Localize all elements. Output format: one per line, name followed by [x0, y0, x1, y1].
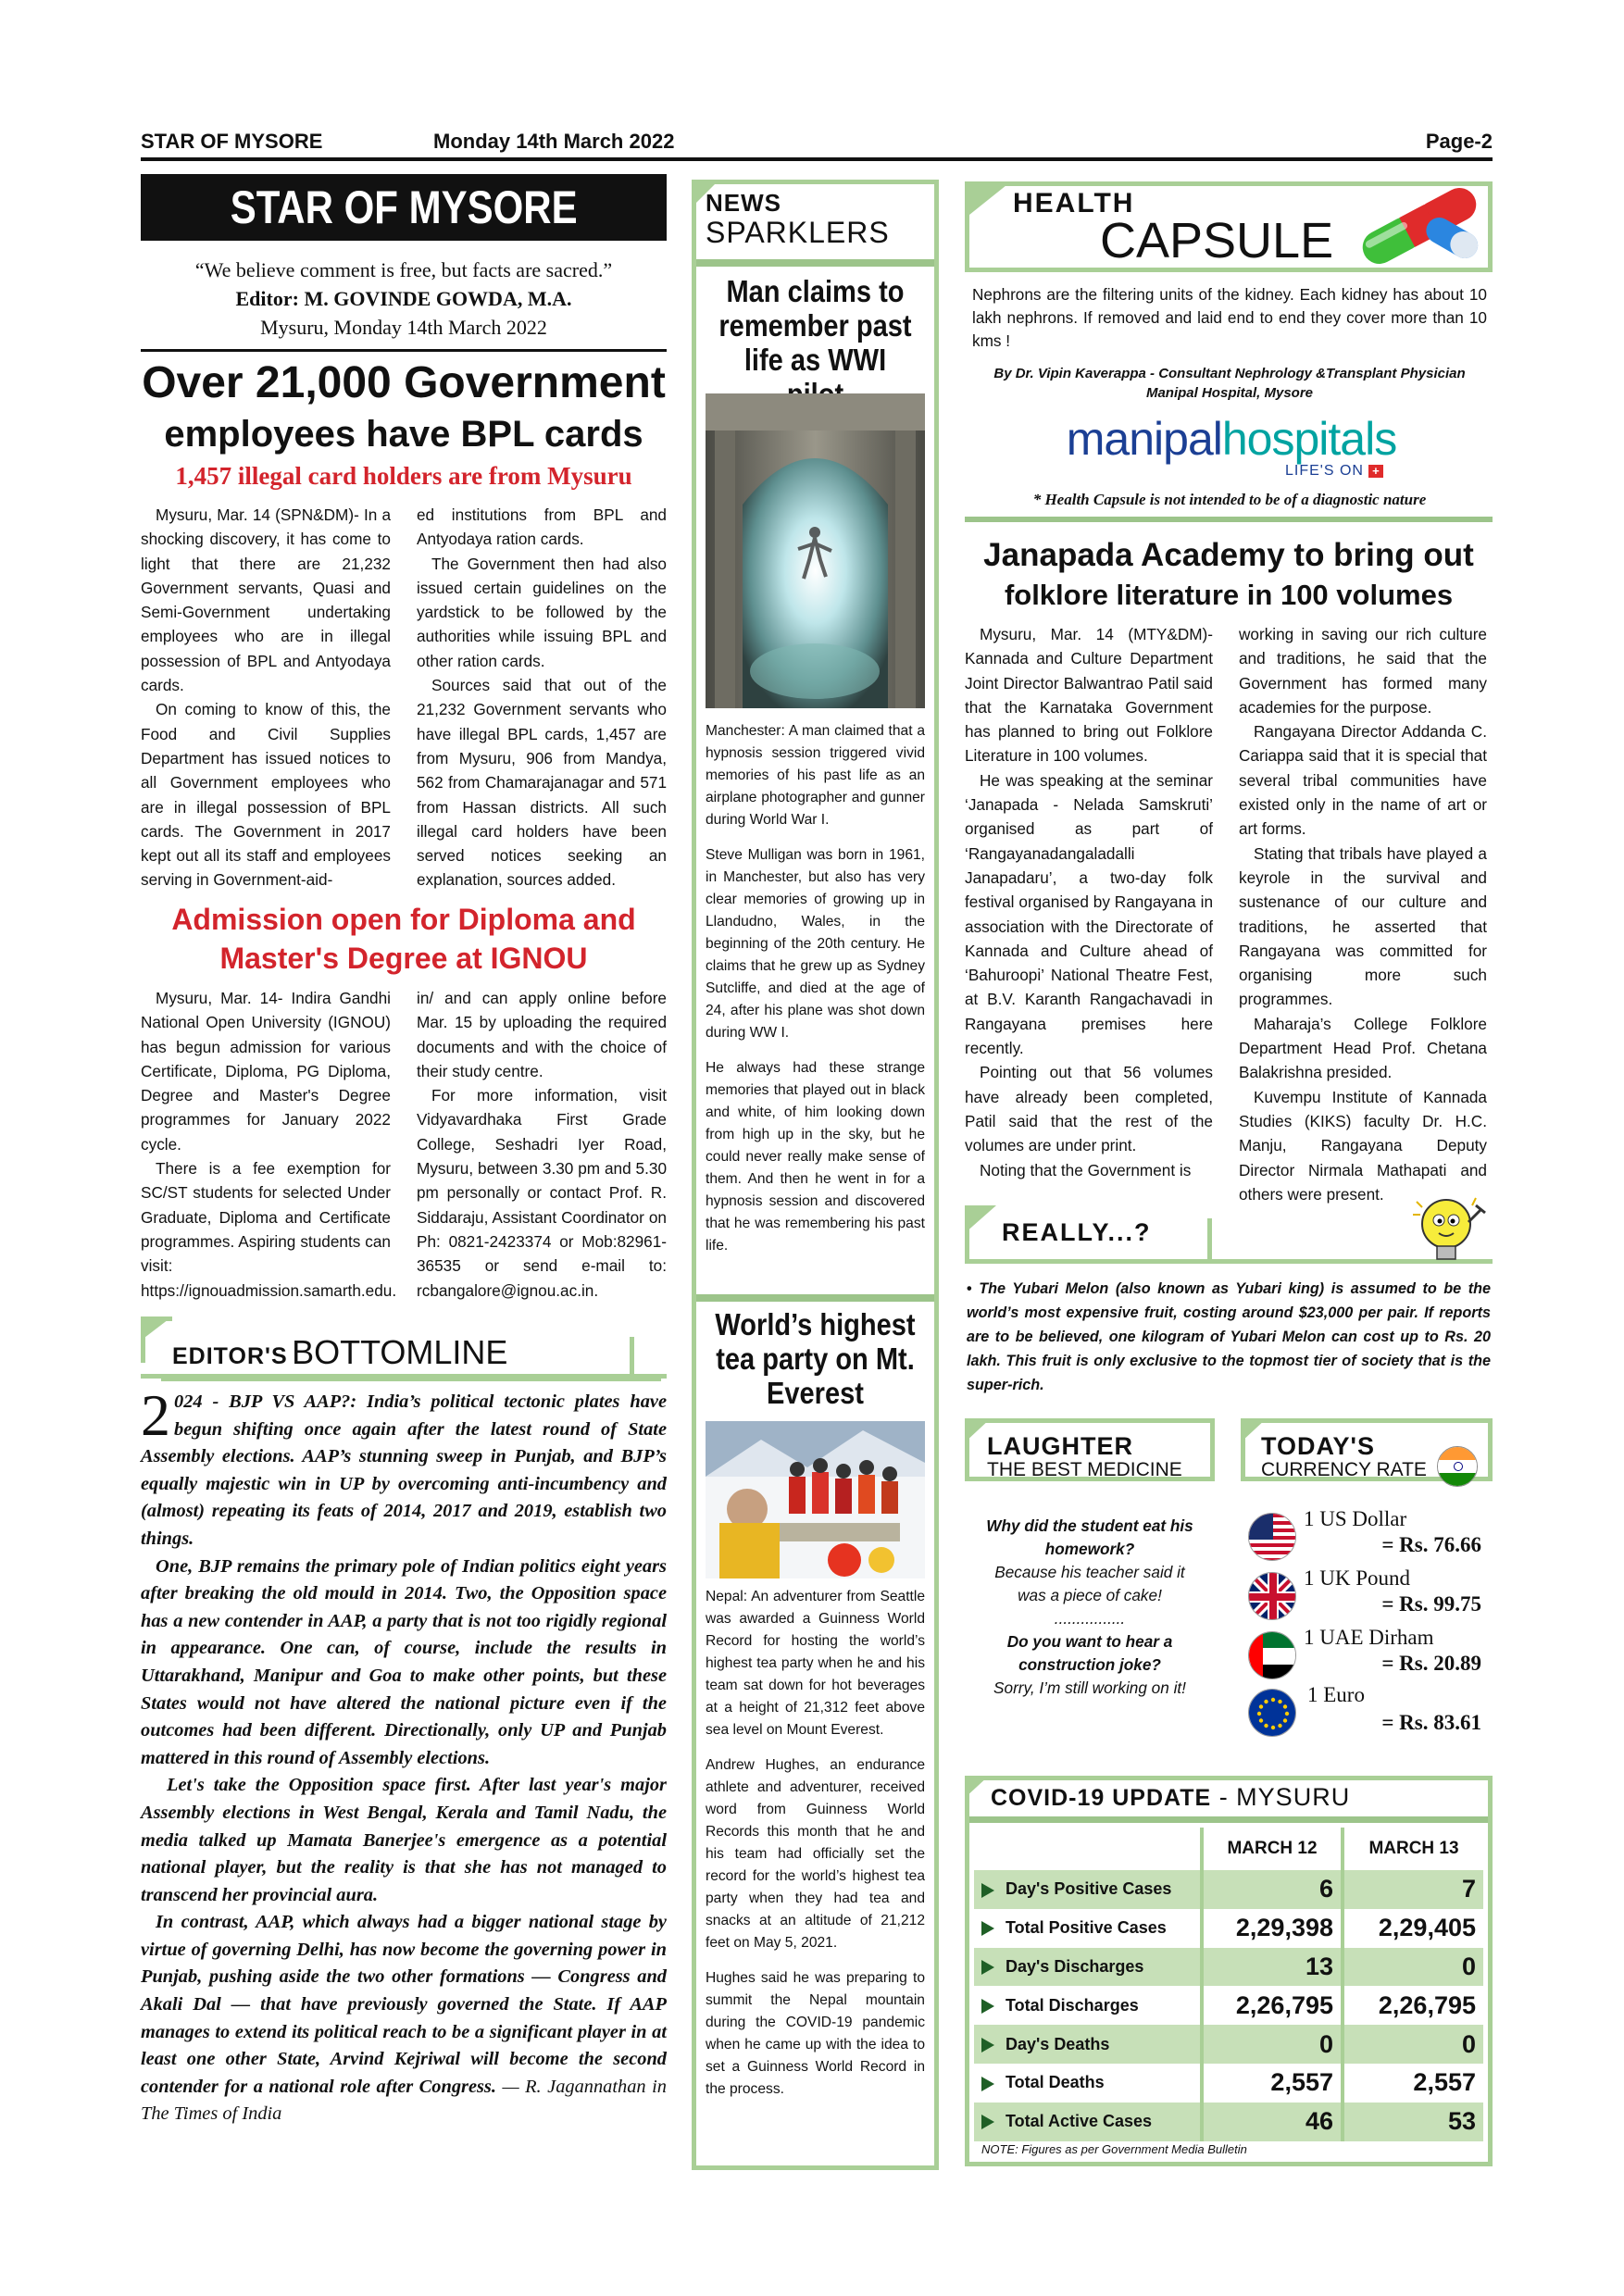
covid-row-label: Day's Discharges	[974, 1948, 1202, 1987]
janapada-headline-line1: Janapada Academy to bring out	[983, 537, 1474, 573]
manipal-tagline: LIFE'S ON +	[1285, 463, 1383, 480]
manipal-logo-text-b: hospitals	[1221, 413, 1397, 465]
masthead-info	[141, 256, 667, 342]
sparklers-label	[706, 189, 934, 248]
covid-value-march13: 53	[1343, 2103, 1483, 2141]
masthead-editor: Editor: M. GOVINDE GOWDA, M.A.	[235, 287, 572, 310]
covid-row-label: Day's Deaths	[974, 2025, 1202, 2064]
bottomline-paragraph: In contrast, AAP, which always had a bigger national stage by virtue of governing Delhi, has now become the governing power in Punjab, pushing aside the two other formations — Congress and Akali Dal — that have previously governed the State. If AAP manages to extend its political reach to be a significant player in at least one other State, Arvind Kejriwal will become the second contender for a national role after Congress.	[141, 1912, 667, 2097]
triangle-bullet-icon	[981, 2115, 994, 2129]
health-disclaimer: * Health Capsule is not intended to be of a diagnostic nature	[1032, 491, 1427, 508]
masthead-logo: STAR OF MYSORE	[141, 174, 667, 241]
pill-capsule-icon	[1350, 181, 1489, 269]
covid-title-light: - MYSURU	[1211, 1783, 1351, 1811]
covid-row	[974, 1986, 1483, 2025]
masthead-dateline: Mysuru, Monday 14th March 2022	[260, 316, 547, 339]
bottomline-paragraph: 024 - BJP VS AAP?: India’s political tectonic plates have begun shifting once again after the latest round of State Assembly elections. AAP’s stunning sweep in Punjab, and BJP’s equally majestic win in UP by overcoming anti-incumbency and (almost) repeating its feats of 2014, 2017 and 2019, establish two things.	[141, 1391, 667, 1549]
covid-row	[974, 1909, 1483, 1948]
covid-row	[974, 1870, 1483, 1909]
page-header	[141, 128, 1493, 161]
covid-value-march12: 2,557	[1202, 2064, 1343, 2103]
covid-header-march13: MARCH 13	[1343, 1828, 1483, 1870]
bpl-paragraph: On coming to know of this, the Food and Civil Supplies Department has issued notices to all Government employees who are in illegal possession of BPL cards. The Government in 2017 kept out all its staff and employees serving in Government-aid-	[141, 700, 391, 890]
story2-paragraph: Nepal: An adventurer from Seattle was awarded a Guinness World Record for hosting the world’s highest tea party when he and his team sat down for hot beverages at a height of 21,312 feet above sea level on Mount Everest.	[706, 1589, 925, 1738]
laughter-jokes	[983, 1515, 1196, 1700]
covid-value-march13: 0	[1343, 2025, 1483, 2064]
currency-name: 1 Euro	[1307, 1683, 1365, 1706]
covid-title-bold: COVID-19 UPDATE	[991, 1785, 1212, 1811]
joke1-answer: Because his teacher said it was a piece of cake!	[994, 1563, 1185, 1604]
janapada-paragraph: Mysuru, Mar. 14 (MTY&DM)- Kannada and Culture Department Joint Director Balwantrao Patil said that the Karnataka Government has planned to bring out Folklore Literature in 100 volumes.	[965, 625, 1213, 766]
joke2-question: Do you want to hear a construction joke?	[1006, 1632, 1173, 1674]
health-byline-line1: By Dr. Vipin Kaverappa - Consultant Nephrology &Transplant Physician	[993, 366, 1466, 381]
story2-paragraph: Hughes said he was preparing to summit the Nepal mountain during the COVID-19 pandemic when he came up with the idea to set a Guinness World Record in the process.	[706, 1970, 925, 2097]
eu-flag-icon	[1248, 1689, 1296, 1737]
bpl-article-headline	[141, 356, 667, 493]
laughter-label	[987, 1433, 1182, 1481]
janapada-paragraph: Rangayana Director Addanda C. Cariappa said that it is special that several tribal communities have existed only in the name of art or art forms.	[1239, 722, 1487, 839]
bottomline-paragraph: One, BJP remains the primary pole of Indian politics eight years after breaking the old mould in 2014. Two, the Opposition space has a new contender in AAP, a party that is not too rigidly regional in appearance. One can, of course, include the results in Uttarakhand, Manipur and Goa to make other points, but these States would not have altered the national picture even if the outcomes had been different. Directionally, only UP and Punjab mattered in this round of Assembly elections.	[141, 1555, 667, 1768]
story2-paragraph: Andrew Hughes, an endurance athlete and adventurer, received word from Guinness World Records this month that he and his team had officially set the record for the world’s highest tea party when they had tea and snacks at an altitude of 21,212 feet on May 5, 2021.	[706, 1757, 925, 1951]
story1-body	[706, 720, 925, 1257]
triangle-bullet-icon	[981, 1883, 994, 1898]
bottomline-label-light: BOTTOMLINE	[292, 1333, 508, 1371]
covid-row-label: Total Active Cases	[974, 2103, 1202, 2141]
covid-row-label: Total Positive Cases	[974, 1909, 1202, 1948]
janapada-paragraph: working in saving our rich culture and traditions, he said that the Government has formed many academies for the purpose.	[1239, 625, 1487, 717]
ignou-column-2	[417, 986, 667, 1303]
covid-row-label: Day's Positive Cases	[974, 1870, 1202, 1909]
currency-name: 1 UK Pound	[1304, 1566, 1411, 1590]
sparklers-label-light: SPARKLERS	[706, 216, 890, 249]
sparklers-divider-2	[696, 1294, 934, 1302]
ignou-paragraph: in/ and can apply online before Mar. 15 by uploading the required documents and with the choice of their study centre.	[417, 989, 667, 1080]
health-byline	[972, 364, 1487, 403]
bpl-headline-line1: Over 21,000 Government	[142, 358, 666, 407]
bottomline-dropcap: 2	[141, 1382, 170, 1448]
uk-flag-icon	[1248, 1572, 1296, 1620]
covid-note: NOTE: Figures as per Government Media Bulletin	[981, 2142, 1247, 2156]
bpl-paragraph: Sources said that out of the 21,232 Government servants who have illegal BPL cards, 1,457 are from Mysuru, 906 from Mandya, 562 from Chamarajanagar and 571 from Hassan districts. All such illegal card holders have been served notices seeking an explanation, sources added.	[417, 676, 667, 890]
covid-value-march12: 46	[1202, 2103, 1343, 2141]
janapada-headline-line2: folklore literature in 100 volumes	[1004, 579, 1454, 611]
covid-value-march13: 2,29,405	[1343, 1909, 1483, 1948]
bottomline-body	[141, 1382, 667, 2128]
sparklers-label-bold: NEWS	[706, 189, 781, 217]
janapada-paragraph: Noting that the Government is	[980, 1160, 1192, 1179]
masthead-motto: “We believe comment is free, but facts are sacred.”	[194, 258, 613, 281]
covid-value-march12: 2,29,398	[1202, 1909, 1343, 1948]
health-label-bold: HEALTH	[1013, 188, 1135, 218]
header-date: Monday 14th March 2022	[433, 130, 675, 153]
bpl-headline-line2: employees have BPL cards	[164, 414, 643, 455]
janapada-paragraph: Pointing out that 56 volumes have already been completed, Patil said that the rest of the volumes are under print.	[965, 1063, 1213, 1155]
covid-row-label: Total Deaths	[974, 2064, 1202, 2103]
currency-name: 1 US Dollar	[1304, 1507, 1407, 1530]
story2-headline: World’s highest tea party on Mt. Everest	[715, 1307, 916, 1410]
janapada-paragraph: He was speaking at the seminar ‘Janapada - Nelada Samskruti’ organised as part of ‘Rangayanadangaladalli Janapadaru’, a two-day folk festival organised by Rangayana in association with the Directorate of Kannada and Culture ahead of ‘Bahuroopi’ National Theatre Fest, at B.V. Karanth Rangachavadi in Rangayana premises here recently.	[965, 770, 1213, 1058]
health-divider	[965, 517, 1493, 522]
triangle-bullet-icon	[981, 1921, 994, 1936]
pilot-illustration	[706, 393, 925, 708]
ignou-headline-line2: Master's Degree at IGNOU	[219, 942, 588, 975]
janapada-paragraph: Kuvempu Institute of Kannada Studies (KIKS) faculty Dr. H.C. Manju, Rangayana Deputy Director Nirmala Mathapati and others were present.	[1239, 1087, 1487, 1204]
joke-separator: ................	[1054, 1609, 1126, 1628]
manipal-logo-text-a: manipal	[1066, 413, 1222, 465]
bpl-paragraph: The Government then had also issued certain guidelines on the yardstick to be followed by the authorities while issuing BPL and other ration cards.	[417, 554, 667, 670]
ignou-headline-line1: Admission open for Diploma and	[171, 903, 636, 936]
covid-table-wrap	[974, 1828, 1483, 2141]
covid-row	[974, 2103, 1483, 2141]
story1-headline: Man claims to remember past life as WWI	[718, 274, 912, 377]
covid-header-march12: MARCH 12	[1202, 1828, 1343, 1870]
lightbulb-mascot-icon	[1411, 1194, 1491, 1270]
bpl-column-1	[141, 503, 391, 892]
header-paper-name: STAR OF MYSORE	[141, 130, 323, 153]
health-text: Nephrons are the filtering units of the kidney. Each kidney has about 10 lakh nephrons. If removed and laid end to end they cover more than 10 kms !	[972, 285, 1487, 350]
currency-label-light: CURRENCY RATE	[1261, 1459, 1427, 1480]
ignou-headline	[141, 900, 667, 978]
health-byline-line2: Manipal Hospital, Mysore	[1145, 385, 1314, 401]
bottomline-paragraph: Let's take the Opposition space first. After last year's major Assembly elections in West Bengal, Kerala and Tamil Nadu, the media talked up Mamata Banerjee's emergence as a potential national player, but the reality is that she has not managed to transcend her provincial aura.	[141, 1775, 667, 1905]
covid-value-march12: 6	[1202, 1870, 1343, 1909]
bpl-paragraph: ed institutions from BPL and Antyodaya ration cards.	[417, 505, 667, 549]
header-page-number: Page-2	[1425, 130, 1493, 153]
story1-paragraph: He always had these strange memories that played out in black and white, of him looking down from high up in the sky, but he could never really make sense of them. And then he went in for a hypnosis session and discovered that he was remembering his past life.	[706, 1060, 925, 1254]
bpl-paragraph: Mysuru, Mar. 14 (SPN&DM)- In a shocking discovery, it has come to light that there are 21,232 Government servants, Quasi and Semi-Government undertaking employees who are in illegal possession of BPL and Antyodaya cards.	[141, 505, 391, 695]
covid-value-march12: 13	[1202, 1948, 1343, 1987]
covid-value-march13: 7	[1343, 1870, 1483, 1909]
manipal-hospitals-logo	[1046, 413, 1417, 465]
bottomline-credit: — R. Jagannathan in The Times of India	[141, 2076, 667, 2125]
story2-body	[706, 1586, 925, 2101]
currency-label-bold: TODAY'S	[1261, 1432, 1375, 1460]
ignou-paragraph: There is a fee exemption for SC/ST students for selected Under Graduate, Diploma and Certificate programmes. Aspiring students can visit: https://ignouadmission.samarth.edu.	[141, 1159, 397, 1300]
covid-value-march13: 0	[1343, 1948, 1483, 1987]
covid-row	[974, 2025, 1483, 2064]
joke2-answer: Sorry, I’m still working on it!	[993, 1678, 1186, 1697]
janapada-column-1	[965, 622, 1213, 1182]
uae-flag-icon	[1248, 1631, 1296, 1679]
covid-row	[974, 1948, 1483, 1987]
currency-list	[1241, 1507, 1493, 1757]
triangle-bullet-icon	[981, 2038, 994, 2053]
currency-value: = Rs. 83.61	[1381, 1711, 1481, 1734]
laughter-label-light: THE BEST MEDICINE	[987, 1459, 1182, 1480]
covid-title	[991, 1783, 1350, 1812]
triangle-bullet-icon	[981, 2077, 994, 2091]
currency-value: = Rs. 99.75	[1381, 1592, 1481, 1616]
covid-title-divider	[969, 1816, 1488, 1823]
sparklers-divider	[696, 259, 934, 267]
joke1-question: Why did the student eat his homework?	[986, 1516, 1193, 1558]
janapada-column-2	[1239, 622, 1487, 1206]
covid-value-march13: 2,557	[1343, 2064, 1483, 2103]
usa-flag-icon	[1248, 1513, 1296, 1561]
laughter-label-bold: LAUGHTER	[987, 1432, 1133, 1460]
covid-row	[974, 2064, 1483, 2103]
health-label-light: CAPSULE	[1100, 213, 1334, 268]
story1-paragraph: Steve Mulligan was born in 1961, in Manchester, but also has very clear memories of growing up in Llandudno, Wales, in the beginning of the 20th century. He claims that he grew up as Sydney Sutcliffe, and died at the age of 24, after his plane was shot down during WW I.	[706, 847, 925, 1041]
ignou-paragraph: Mysuru, Mar. 14- Indira Gandhi National Open University (IGNOU) has begun admission for various Certificate, Diploma, PG Diploma, Degree and Master's Degree programmes for January 2022 cycle.	[141, 989, 391, 1154]
covid-value-march12: 2,26,795	[1202, 1986, 1343, 2025]
everest-photo	[706, 1421, 925, 1578]
really-text: • The Yubari Melon (also known as Yubari king) is assumed to be the world’s most expensive fruit, costing around $23,000 per pair. If reports are to be believed, one kilogram of Yubari Melon can cost up to Rs. 20 lakh. This fruit is only exclusive to the topmost tier of society that is the super-rich.	[967, 1280, 1492, 1393]
bottomline-label-box	[141, 1316, 667, 1381]
janapada-headline	[965, 535, 1493, 615]
masthead-divider	[141, 349, 667, 352]
bpl-subhead: 1,457 illegal card holders are from Mysuru	[175, 462, 632, 490]
triangle-bullet-icon	[981, 1960, 994, 1975]
ignou-column-1	[141, 986, 397, 1303]
currency-label	[1261, 1433, 1427, 1481]
bpl-column-2	[417, 503, 667, 892]
india-flag-icon	[1437, 1446, 1478, 1487]
currency-name: 1 UAE Dirham	[1304, 1626, 1434, 1649]
really-label: REALLY...?	[1002, 1218, 1152, 1246]
currency-value: = Rs. 20.89	[1381, 1652, 1481, 1675]
ignou-paragraph: For more information, visit Vidyavardhaka First Grade College, Seshadri Iyer Road, Mysuru, between 3.30 pm and 5.30 pm personally or contact Prof. R. Siddaraju, Assistant Coordinator on Ph: 0821-2423374 or Mob:82961-36535 or send e-mail to: rcbangalore@ignou.ac.in.	[417, 1086, 667, 1300]
covid-value-march12: 0	[1202, 2025, 1343, 2064]
covid-value-march13: 2,26,795	[1343, 1986, 1483, 2025]
covid-row-label: Total Discharges	[974, 1986, 1202, 2025]
covid-table	[974, 1828, 1483, 2141]
triangle-bullet-icon	[981, 1999, 994, 2014]
janapada-paragraph: Maharaja’s College Folklore Department Head Prof. Chetana Balakrishna presided.	[1239, 1014, 1487, 1082]
story1-paragraph: Manchester: A man claimed that a hypnosis session triggered vivid memories of his past life as an airplane photographer and gunner during World War I.	[706, 723, 925, 828]
janapada-paragraph: Stating that tribals have played a keyrole in the survival and sustenance of our culture and traditions, he asserted that Rangayana was committed for organising more such programmes.	[1239, 843, 1487, 1009]
bottomline-label-bold: EDITOR'S	[172, 1343, 288, 1369]
currency-value: = Rs. 76.66	[1381, 1533, 1481, 1556]
